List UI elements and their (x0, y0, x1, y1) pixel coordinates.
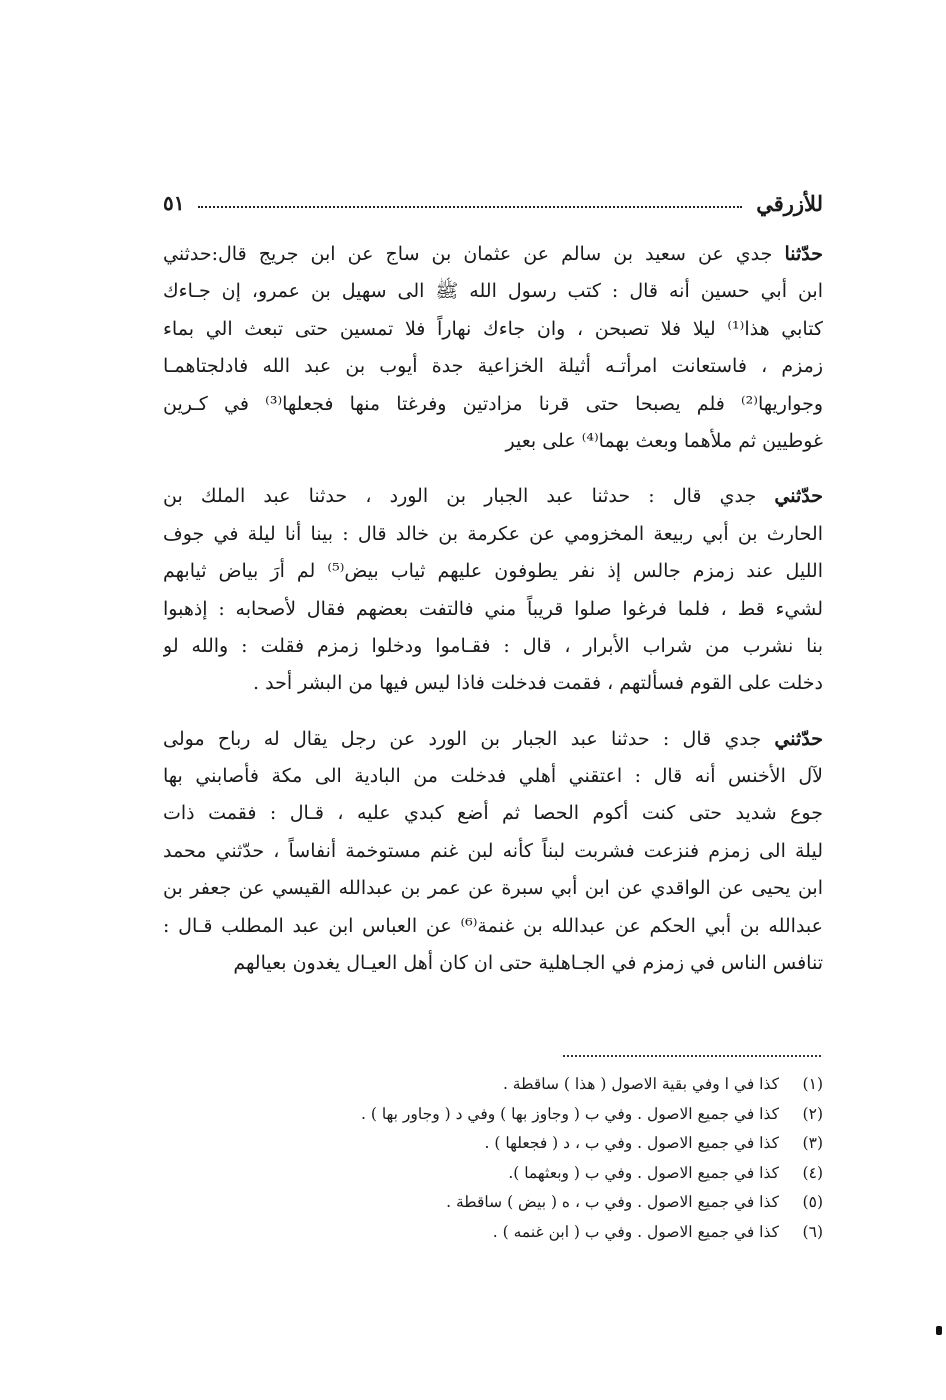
footnote-text: كذا في ا وفي بقية الاصول ( هذا ) ساقطة . (502, 1075, 779, 1093)
line-text: لشيء قط ، فلما فرغوا صلوا قريباً مني فالتفت بعضهم فقال لأصحابه : إذهبوا (163, 597, 823, 620)
footnotes (163, 1070, 823, 1247)
line-text: دخلت على القوم فسألتهم ، فقمت فدخلت فاذا ليس فيها من البشر أحد . (253, 672, 823, 695)
text-line (163, 758, 823, 795)
text-line (163, 386, 823, 423)
line-text: الليل عند زمزم جالس إذ نفر يطوفون عليهم ثياب بيض⁽⁵⁾ لم أرَ بياض ثيابهم (163, 560, 823, 583)
footnote-number: (١) (802, 1075, 823, 1093)
footnote-text: كذا في جميع الاصول . وفي ب ، د ( فجعلها ) . (484, 1134, 779, 1152)
text-line (163, 833, 823, 870)
header-dotted-leader (198, 206, 742, 208)
footnote (163, 1159, 823, 1189)
line-text: غوطيين ثم ملأهما وبعث بهما⁽⁴⁾ على بعير (505, 429, 823, 452)
paragraph (163, 478, 823, 702)
footnote-number: (٢) (802, 1104, 823, 1123)
text-line (163, 721, 823, 758)
line-text: جدي عن سعيد بن سالم عن عثمان بن ساج عن ابن جريج قال:حدثني (163, 243, 785, 265)
body-text (163, 236, 823, 1000)
line-text: كتابي هذا⁽¹⁾ ليلا فلا تصبحن ، وان جاءك نهاراً فلا تمسين حتى تبعث الي بماء (163, 317, 823, 340)
line-text: ابن أبي حسين أنه قال : كتب رسول الله ﷺ الى سهيل بن عمرو، إن جـاءك (163, 280, 823, 303)
footnote-number: (٣) (802, 1134, 823, 1152)
running-title: للأزرقي (756, 190, 823, 216)
paragraph (163, 721, 823, 983)
footnote-text: كذا في جميع الاصول . وفي ب ، ه ( بيض ) ساقطة . (446, 1193, 779, 1211)
text-line (163, 795, 823, 832)
footnote-text: كذا في جميع الاصول . وفي ب ( وجاوز بها ) وفي د ( وجاور بها ) . (360, 1104, 779, 1123)
line-text: ابن يحيى عن الواقدي عن ابن أبي سبرة عن عمر بن عبدالله القيسي عن جعفر بن (163, 877, 823, 900)
footnote (163, 1070, 823, 1100)
text-line (163, 945, 823, 982)
text-line (163, 553, 823, 590)
line-text: عبدالله بن أبي الحكم عن عبدالله بن غنمة⁽⁶⁾ عن العباس ابن عبد المطلب قـال : (163, 914, 823, 937)
footnote-number: (٥) (802, 1193, 823, 1211)
line-text: ليلة الى زمزم فنزعت فشربت لبناً كأنه لبن غنم مستوخمة أنفاساً ، حدّثني محمد (163, 839, 823, 862)
text-line (163, 348, 823, 385)
running-header (163, 186, 823, 220)
text-line (163, 628, 823, 665)
text-line (163, 591, 823, 628)
text-line (163, 665, 823, 702)
footnote-text: كذا في جميع الاصول . وفي ب ( وبعثهما ). (508, 1163, 779, 1182)
narration-lead: حدّثني (774, 727, 823, 750)
scan-edge-mark (936, 1326, 942, 1335)
footnote-number: (٤) (802, 1163, 823, 1182)
narration-lead: حدّثني (774, 485, 823, 508)
line-text: زمزم ، فاستعانت امرأتـه أثيلة الخزاعية جدة أيوب بن عبد الله فادلجتاهمـا (163, 355, 823, 378)
text-line (163, 516, 823, 553)
page-number: ٥١ (163, 191, 185, 215)
line-text: جدي قال : حدثنا عبد الجبار بن الورد عن رجل يقال له رباح مولى (163, 727, 775, 750)
footnote-text: كذا في جميع الاصول . وفي ب ( ابن غنمه ) . (492, 1222, 779, 1241)
line-text: لآل الأخنس أنه قال : اعتقني أهلي فدخلت من البادية الى مكة فأصابني بها (163, 765, 823, 788)
line-text: الحارث بن أبي ربيعة المخزومي عن عكرمة بن خالد قال : بينا أنا ليلة في جوف (163, 522, 823, 545)
line-text: وجواريها⁽²⁾ فلم يصبحا حتى قرنا مزادتين وفرغتا منها فجعلها⁽³⁾ في كـرين (163, 392, 823, 415)
text-line (163, 908, 823, 945)
footnote (163, 1188, 823, 1218)
footnote (163, 1218, 823, 1248)
footnote-separator (563, 1055, 821, 1057)
line-text: جوع شديد حتى كنت أكوم الحصا ثم أضع كبدي عليه ، قـال : فقمت ذات (163, 802, 823, 825)
paragraph (163, 236, 823, 460)
text-line (163, 236, 823, 273)
line-text: بنا نشرب من شراب الأبرار ، قال : فقـاموا ودخلوا زمزم فقلت : والله لو (163, 634, 823, 657)
footnote-number: (٦) (802, 1222, 823, 1241)
text-line (163, 273, 823, 310)
text-line (163, 478, 823, 515)
narration-lead: حدّثنا (784, 243, 823, 265)
text-line (163, 311, 823, 348)
footnote (163, 1129, 823, 1159)
footnote (163, 1100, 823, 1130)
line-text: تنافس الناس في زمزم في الجـاهلية حتى ان كان أهل العيـال يغدون بعيالهم (233, 952, 823, 975)
line-text: جدي قال : حدثنا عبد الجبار بن الورد ، حدثنا عبد الملك بن (163, 485, 775, 508)
text-line (163, 423, 823, 460)
text-line (163, 870, 823, 907)
